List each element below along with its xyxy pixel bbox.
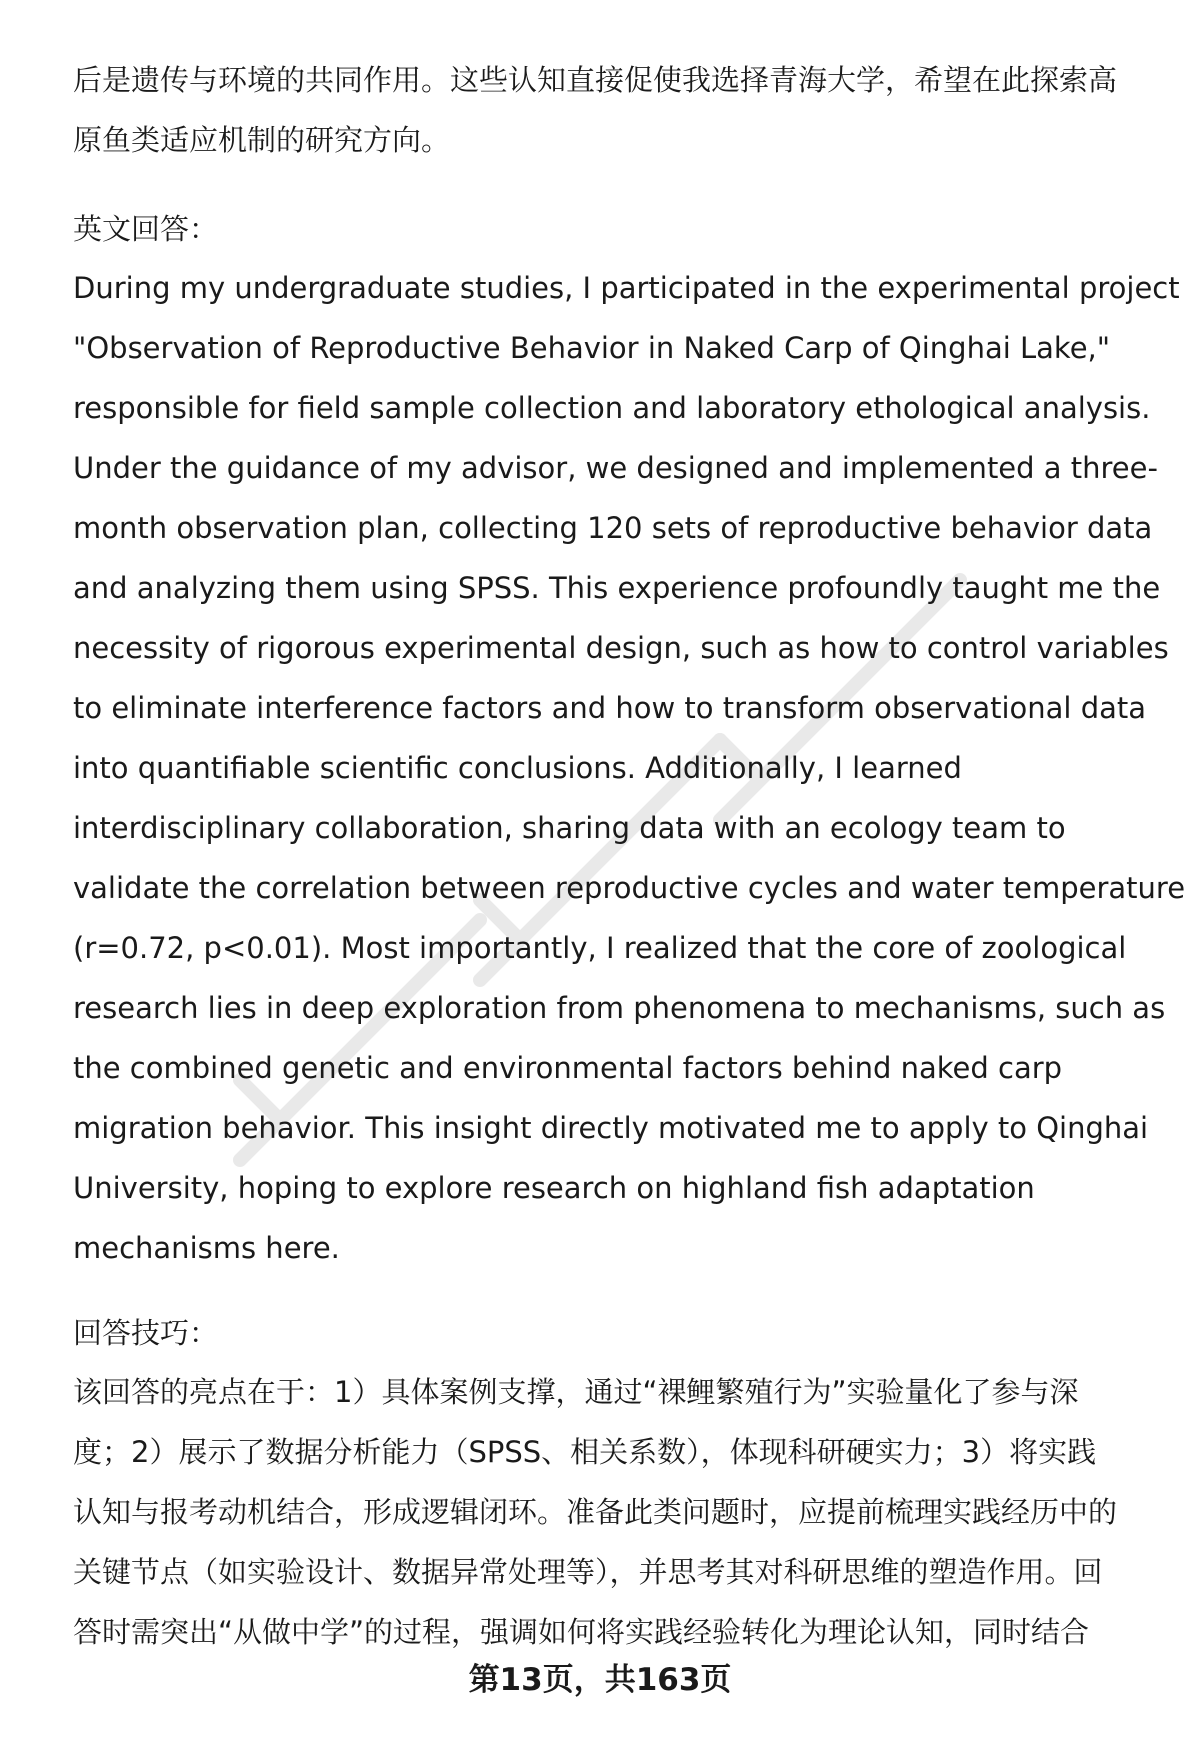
english-line: interdisciplinary collaboration, sharing data with an ecology team to [73,811,1066,845]
english-line: responsible for field sample collection and laboratory ethological analysis. [73,391,1151,425]
english-line: migration behavior. This insight directly motivated me to apply to Qinghai [73,1111,1149,1145]
tips-line: 度；2）展示了数据分析能力（SPSS、相关系数），体现科研硬实力；3）将实践 [73,1435,1097,1469]
english-line: "Observation of Reproductive Behavior in Naked Carp of Qinghai Lake," [73,331,1111,365]
english-line: (r=0.72, p<0.01). Most importantly, I realized that the core of zoological [73,931,1127,965]
tips-line: 答时需突出“从做中学”的过程，强调如何将实践经验转化为理论认知，同时结合 [73,1615,1090,1649]
english-line: During my undergraduate studies, I participated in the experimental project [73,271,1180,305]
tips-line: 认知与报考动机结合，形成逻辑闭环。准备此类问题时，应提前梳理实践经历中的 [73,1495,1118,1529]
english-line: research lies in deep exploration from phenomena to mechanisms, such as [73,991,1166,1025]
english-answer-label: 英文回答： [73,212,219,246]
english-line: mechanisms here. [73,1231,340,1265]
tips-line: 该回答的亮点在于：1）具体案例支撑，通过“裸鲤繁殖行为”实验量化了参与深 [73,1375,1079,1409]
english-line: University, hoping to explore research on highland fish adaptation [73,1171,1035,1205]
intro-paragraph [73,50,1153,170]
english-line: Under the guidance of my advisor, we designed and implemented a three- [73,451,1158,485]
tips-line: 关键节点（如实验设计、数据异常处理等），并思考其对科研思维的塑造作用。回 [73,1555,1103,1589]
english-line: and analyzing them using SPSS. This experience profoundly taught me the [73,571,1161,605]
english-line: necessity of rigorous experimental design, such as how to control variables [73,631,1169,665]
english-line: to eliminate interference factors and how to transform observational data [73,691,1147,725]
english-line: the combined genetic and environmental factors behind naked carp [73,1051,1063,1085]
english-line: into quantifiable scientific conclusions. Additionally, I learned [73,751,962,785]
english-line: validate the correlation between reproductive cycles and water temperature [73,871,1186,905]
intro-line-1: 后是遗传与环境的共同作用。这些认知直接促使我选择青海大学，希望在此探索高 [73,63,1118,97]
tips-paragraph [73,1362,1153,1662]
tips-label: 回答技巧： [73,1316,219,1350]
intro-line-2: 原鱼类适应机制的研究方向。 [73,123,451,157]
page-number: 第13页，共163页 [468,1662,732,1698]
english-answer-paragraph [73,258,1186,1278]
english-line: month observation plan, collecting 120 sets of reproductive behavior data [73,511,1153,545]
